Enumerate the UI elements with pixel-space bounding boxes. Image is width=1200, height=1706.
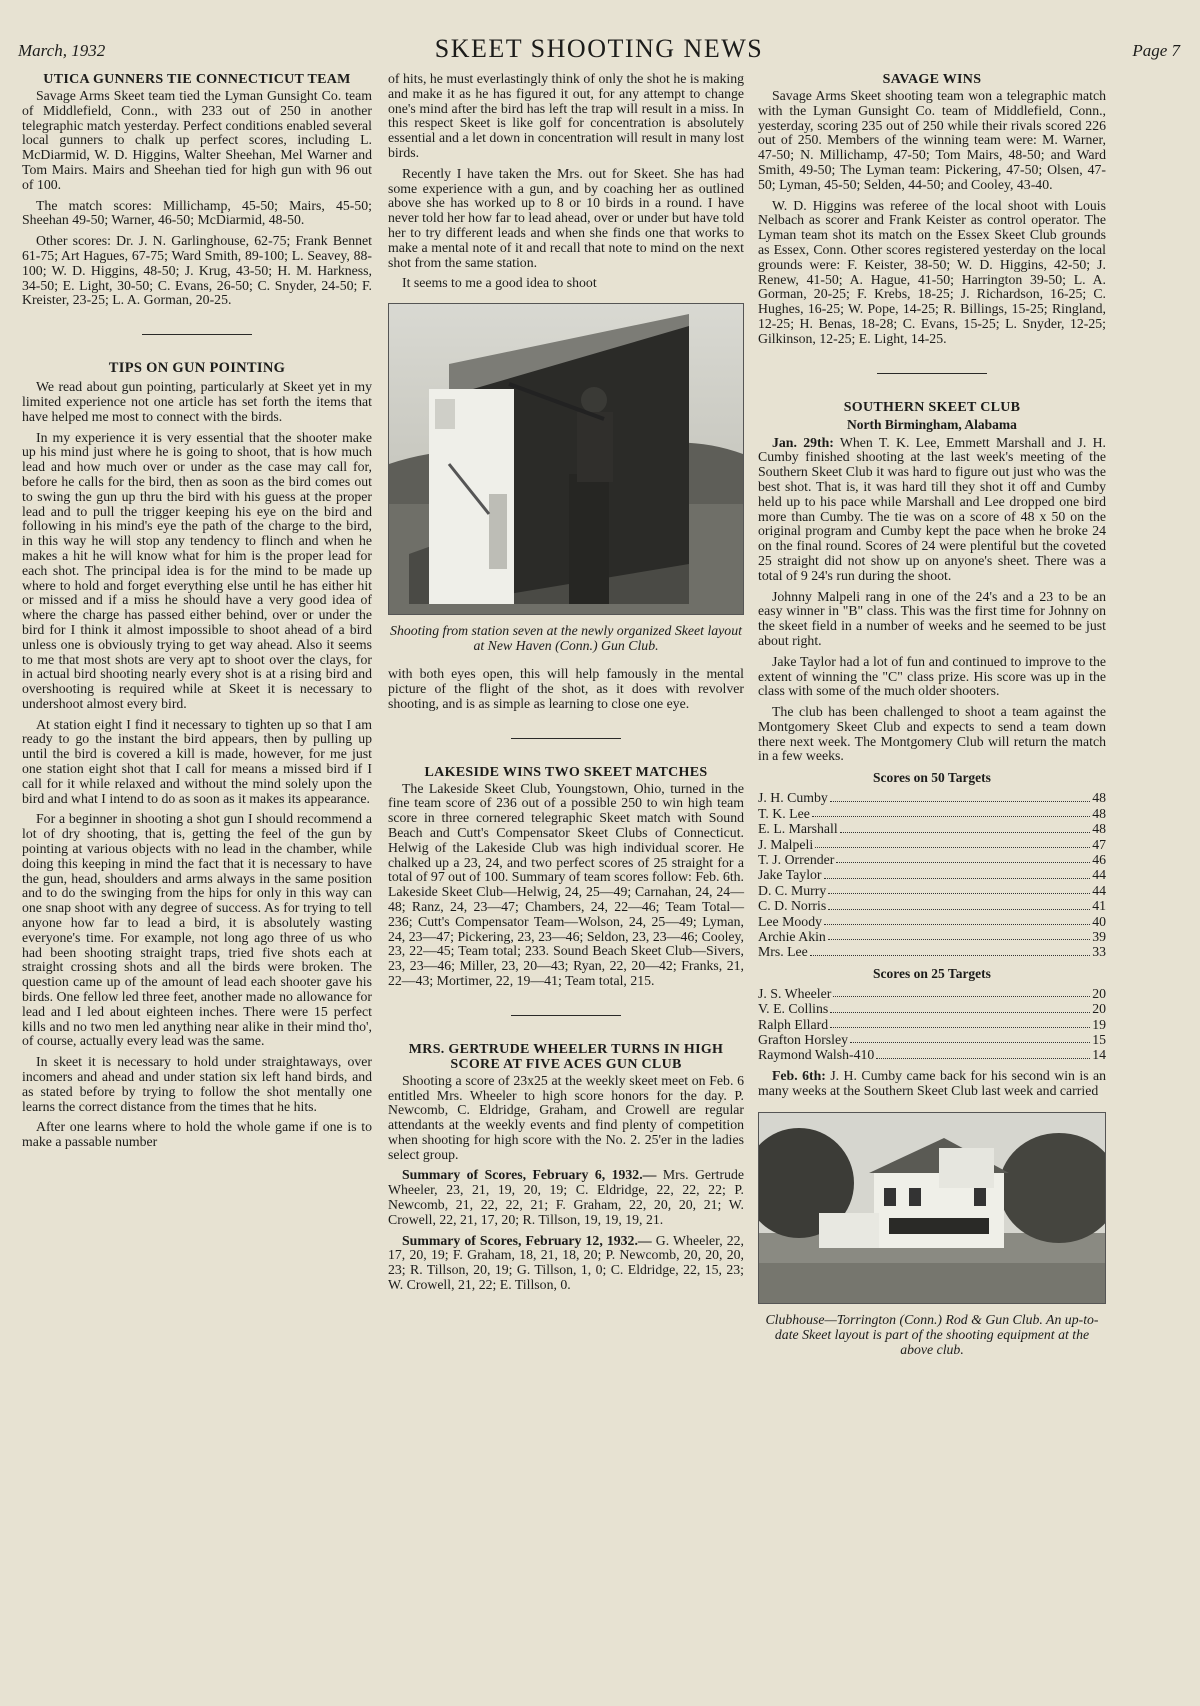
shooter-name: Grafton Horsley	[758, 1031, 849, 1047]
page-header	[18, 34, 1180, 68]
score-row	[758, 898, 1106, 913]
shooter-name: J. H. Cumby	[758, 790, 828, 806]
article-southern	[758, 400, 1106, 1099]
column-2	[388, 72, 744, 1299]
score-row	[758, 914, 1106, 929]
shooter-name: J. Malpeli	[758, 836, 814, 852]
shooter-name: Jake Taylor	[758, 867, 822, 883]
score-row	[758, 1047, 1106, 1062]
article-title: MRS. GERTRUDE WHEELER TURNS IN HIGH SCORE AT FIVE ACES GUN CLUB	[408, 1041, 724, 1072]
shooter-name: Mrs. Lee	[758, 944, 808, 960]
shooter-name: Lee Moody	[758, 913, 822, 929]
summary-label: Summary of Scores, February 6, 1932.—	[402, 1167, 657, 1183]
date-label: Feb. 6th:	[772, 1067, 826, 1083]
dot-leader	[830, 1017, 1090, 1028]
shooter-score: 41	[1092, 898, 1106, 914]
paragraph: In my experience it is very essential that the shooter make up his mind just where he is going to shoot, that is how much lead and how much over or under as the case may call for, before he calls for the bird, then as soon as the bird comes out to swing the gun up thru the bird with his guess at the proper lead and to pull the trigger keeping his eye on the bird and following in his mind's eye the path of the charge to the bird, in this way he will stop any tendency to flinch and when he makes a hit he will know what for him is the proper lead for each shot. The principal idea is for the mind to be made up where to hold and forget everything else until he has either hit or missed and if a miss he should have a very good idea of where the charge has passed either behind, over or under the bird for I think it almost impossible to shoot ahead of a bird unless one is obviously trying to get way ahead. Also it seems to me that most shots are very apt to shoot over the clays, for in actual bird shooting nearly every shot is at a rising bird and overshooting is required while at Skeet it is necessary to undershoot almost every bird.	[22, 429, 372, 711]
paragraph: Savage Arms Skeet shooting team won a telegraphic match with the Lyman Gunsight Co. team of Middlefield, Conn., yesterday, scoring 235 out of 250 while their rivals scored 226 out of 250. Members of the winning team were: M. Warner, 47-50; N. Millichamp, 47-50; Tom Mairs, 48-50; and Ward Smith, 49-50; The Lyman team: Pickering, 47-50; Olsen, 47-50; Lyman, 45-50; Selden, 44-50; and Cooley, 43-40.	[758, 88, 1106, 192]
score-row	[758, 790, 1106, 805]
dot-leader	[815, 837, 1090, 848]
shooter-score: 44	[1092, 867, 1106, 883]
dot-leader	[812, 806, 1090, 817]
paragraph: Recently I have taken the Mrs. out for Skeet. She has had some experience with a gun, and by coaching her as outlined above she has worked up to 8 or 10 birds in a round. I have never told her how far to lead ahead, over or under but have told her to try different leads and when she finds one that works to make a mental note of it and recall that note to mind on the next shot from the same station.	[388, 165, 744, 270]
shooter-score: 46	[1092, 851, 1106, 867]
shooter-score: 44	[1092, 882, 1106, 898]
dot-leader	[833, 986, 1090, 997]
scores-25-table	[758, 986, 1106, 1063]
shooter-name: T. J. Orrender	[758, 851, 835, 867]
score-row	[758, 986, 1106, 1001]
divider	[511, 738, 621, 739]
clubhouse-illustration	[759, 1113, 1105, 1303]
paragraph: In skeet it is necessary to hold under straightaways, over incomers and ahead and under station six left hand birds, and as stated before by trying to follow the shot mentally one learns the correct distance from the times that he hits.	[22, 1054, 372, 1114]
article-lakeside	[388, 765, 744, 989]
shooter-score: 48	[1092, 805, 1106, 821]
paragraph: with both eyes open, this will help famously in the mental picture of the flight of the shot, as it does with revolver shooting, and is as simple as learning to close one eye.	[388, 666, 744, 711]
divider	[142, 334, 252, 335]
paragraph: Jake Taylor had a lot of fun and continued to improve to the extent of winning the "C" class prize. His score was up in the class with some of the much older shooters.	[758, 653, 1106, 699]
paragraph: The Lakeside Skeet Club, Youngstown, Ohio, turned in the fine team score of 236 out of a possible 250 to win high team score in three cornered telegraphic Skeet match with Sound Beach and Cutt's Compensator Skeet Clubs of Connecticut. Helwig of the Lakeside Club was high individual scorer. He chalked up a 23, 24, and two perfect scores of 25 straight for a total of 97 out of 100. Summary of team scores follow: Feb. 6th. Lakeside Skeet Club—Helwig, 24, 25—49; Carnahan, 24, 24—48; Ranz, 24, 23—47; Chambers, 24, 22—46; Team Total—236; Cutt's Compensator Team—Wolson, 24, 25—49; Lyman, 24, 23—47; Pickering, 23, 23—46; Seldon, 23, 23—46; Cooley, 23, 22—45; Team total; 233. Sound Beach Skeet Club—Sivers, 23, 23—46; Miller, 23, 20—43; Ryan, 22, 20—42; Franks, 21, 22—43; Mortimer, 22, 19—41; Team total, 215.	[388, 780, 744, 988]
score-row	[758, 852, 1106, 867]
shooter-name: Ralph Ellard	[758, 1016, 829, 1032]
photo-clubhouse	[758, 1112, 1106, 1304]
paragraph: The club has been challenged to shoot a team against the Montgomery Skeet Club and expects to send a team down there next week. The Montgomery Club will return the match in a few weeks.	[758, 704, 1106, 764]
dot-leader	[824, 867, 1091, 878]
date-label: Jan. 29th:	[772, 434, 834, 450]
dot-leader	[828, 883, 1090, 894]
shooter-score: 20	[1092, 1001, 1106, 1017]
score-row	[758, 929, 1106, 944]
article-title: SAVAGE WINS	[882, 72, 982, 87]
shooter-score: 33	[1092, 944, 1106, 960]
issue-date: March, 1932	[18, 41, 106, 60]
score-row	[758, 806, 1106, 821]
article-tips	[22, 361, 372, 1150]
article-title: LAKESIDE WINS TWO SKEET MATCHES	[424, 764, 708, 780]
photo-caption: Shooting from station seven at the newly organized Skeet layout at New Haven (Conn.) Gun Club.	[390, 623, 742, 654]
divider	[877, 373, 987, 374]
article-savage	[758, 72, 1106, 347]
article-title: SOUTHERN SKEET CLUB	[843, 399, 1021, 415]
score-summary	[388, 1234, 744, 1293]
paragraph-text: When T. K. Lee, Emmett Marshall and J. H. Cumby finished shooting at the last week's meeting of the Southern Skeet Club it was hard to figure out just who was the best shot. That is, it was hard till they shot it off and Cumby held up to his pace while Marshall and Lee dropped one bird more than Cumby. The tie was on a score of 48 x 50 on the original program and Cumby kept the pace when he broke 24 on the final round. Scores of 24 were plentiful but the coveted 25 straight did not show up on anyone's sheet. There was a total of 9 24's run during the shoot.	[758, 434, 1107, 583]
paragraph-text: J. H. Cumby came back for his second win is an many weeks at the Southern Skeet Club last week and carried	[758, 1067, 1107, 1098]
paragraph: It seems to me a good idea to shoot	[402, 275, 597, 291]
divider	[511, 1015, 621, 1016]
dot-leader	[836, 852, 1090, 863]
shooter-score: 47	[1092, 836, 1106, 852]
shooter-score: 40	[1092, 913, 1106, 929]
shooter-name: T. K. Lee	[758, 805, 810, 821]
article-subtitle: North Birmingham, Alabama	[847, 416, 1017, 432]
shooter-name: J. S. Wheeler	[758, 985, 832, 1001]
column-1	[22, 72, 372, 1156]
dot-leader	[840, 821, 1091, 832]
paragraph: Shooting a score of 23x25 at the weekly skeet meet on Feb. 6 entitled Mrs. Wheeler to high score honors for the day. P. Newcomb, C. Eldridge, Graham, and Crowell are regular attendants at the weekly events and find plenty of competition when shooting for high score with the No. 2. 25'er in the ladies select group.	[388, 1072, 744, 1162]
paragraph	[758, 1069, 1106, 1099]
photo-skeet-shooter	[388, 303, 744, 615]
score-summary	[388, 1168, 744, 1227]
shooter-name: C. D. Norris	[758, 898, 827, 914]
score-row	[758, 944, 1106, 959]
paragraph: After one learns where to hold the whole game if one is to make a passable number	[22, 1119, 372, 1150]
shooter-station-illustration	[389, 304, 743, 614]
publication-title: SKEET SHOOTING NEWS	[434, 34, 764, 63]
shooter-name: Raymond Walsh-410	[758, 1047, 875, 1063]
shooter-score: 19	[1092, 1016, 1106, 1032]
score-row	[758, 837, 1106, 852]
dot-leader	[830, 1001, 1090, 1012]
photo-caption: Clubhouse—Torrington (Conn.) Rod & Gun Club. An up-to-date Skeet layout is part of the shooting equipment at the above club.	[765, 1312, 1099, 1358]
score-row	[758, 867, 1106, 882]
shooter-score: 48	[1092, 821, 1106, 837]
dot-leader	[824, 914, 1090, 925]
paragraph: Other scores: Dr. J. N. Garlinghouse, 62-75; Frank Bennet 61-75; Art Hagues, 67-75; Ward Smith, 89-100; L. Seavey, 88-100; W. D. Higgins, 48-50; J. Krug, 43-50; H. M. Harkness, 34-50; E. Light, 30-50; C. Evans, 26-50; C. Snyder, 24-50; F. Kreister, 23-25; L. A. Gorman, 20-25.	[22, 233, 372, 308]
article-title: TIPS ON GUN POINTING	[108, 360, 286, 377]
dot-leader	[876, 1047, 1090, 1058]
dot-leader	[830, 790, 1090, 801]
scores-heading: Scores on 25 Targets	[873, 965, 991, 981]
dot-leader	[828, 898, 1090, 909]
paragraph: W. D. Higgins was referee of the local shoot with Louis Nelbach as scorer and Frank Keister as control operator. The Lyman team shot its match on the Essex Skeet Club grounds as Essex, Conn. Other scores registered yesterday on the local grounds were: F. Keister, 38-50; W. D. Higgins, 42-50; J. Renew, 41-50; A. Hague, 41-50; Harrington 39-50; L. A. Gorman, 20-25; F. Krebs, 18-25; J. Richardson, 16-25; C. Hughes, 16-25; W. Pope, 14-25; R. Billings, 15-25; Ringland, 12-25; H. Benas, 18-28; C. Evans, 15-25; L. Snyder, 12-25; Gilkinson, 12-25; E. Light, 14-25.	[758, 197, 1106, 346]
dot-leader	[850, 1032, 1090, 1043]
score-row	[758, 1032, 1106, 1047]
shooter-name: V. E. Collins	[758, 1001, 829, 1017]
shooter-score: 39	[1092, 928, 1106, 944]
summary-text: G. Wheeler, 22, 17, 20, 19; F. Graham, 18, 21, 18, 20; P. Newcomb, 20, 20, 20, 23; R. Tillson, 20, 19; G. Tillson, 1, 0; C. Eldridge, 22, 15, 23; W. Crowell, 21, 22; E. Tillson, 0.	[388, 1232, 744, 1293]
shooter-name: D. C. Murry	[758, 882, 827, 898]
paragraph: At station eight I find it necessary to tighten up so that I am ready to go the instant the bird appears, then by pulling up until the bird is covered a kill is made, however, for me just one station eight shot that I call for means a missed bird if I call for it while relaxed and without the mind solely upon the bird and what I intend to do as soon as it makes its appearance.	[22, 716, 372, 806]
dot-leader	[810, 944, 1090, 955]
article-wheeler	[388, 1042, 744, 1293]
shooter-score: 48	[1092, 790, 1106, 806]
article-title: UTICA GUNNERS TIE CONNECTICUT TEAM	[43, 72, 351, 87]
summary-text: Mrs. Gertrude Wheeler, 23, 21, 19, 20, 19; C. Eldridge, 22, 22, 22; P. Newcomb, 21, 22, 22, 21; F. Graham, 22, 20, 20, 21; W. Crowell, 22, 21, 17, 20; R. Tillson, 19, 19, 19, 21.	[388, 1167, 744, 1227]
score-row	[758, 1001, 1106, 1016]
article-utica	[22, 72, 372, 308]
shooter-score: 15	[1092, 1031, 1106, 1047]
paragraph: of hits, he must everlastingly think of only the shot he is making and make it as he has figured it out, for any attempt to change one's mind after the bird has left the trap will result in a miss. In this respect Skeet is like golf for concentration is absolutely essential and a let down in concentration will result in many lost birds.	[388, 71, 744, 160]
paragraph: Johnny Malpeli rang in one of the 24's and a 23 to be an easy winner in "B" class. This was the first time for Johnny on the skeet field in a number of weeks and he seemed to be just about right.	[758, 588, 1106, 648]
shooter-score: 14	[1092, 1047, 1106, 1063]
score-row	[758, 821, 1106, 836]
score-row	[758, 1017, 1106, 1032]
paragraph: We read about gun pointing, particularly at Skeet yet in my limited experience not one article has set forth the items that have helped me most to connect with the birds.	[22, 379, 372, 424]
summary-label: Summary of Scores, February 12, 1932.—	[402, 1232, 652, 1248]
paragraph: For a beginner in shooting a shot gun I should recommend a lot of dry shooting, that is, getting the feel of the gun by pointing at various objects with no lead in the chamber, while doing this keeping in mind the fact that it is necessary to have the gun, head, shoulders and arms always in the same position and to do the swinging from the hips for only in this way can one snap shoot with any degree of success. As for trying to tell anyone how far to lead a bird, it is absolutely wasting everyone's time. For example, not long ago three of us who had been shooting straight traps, tried five shots each at straight crossing shots and all the birds were broken. The question came up of the amount of lead each shooter gave his birds. One fellow led three feet, another made no allowance for lead and I led about eighteen inches. There were 15 perfect kills and no two men led anything near alike in their mind tho', of course, actually every lead was the same.	[22, 811, 372, 1049]
shooter-score: 20	[1092, 985, 1106, 1001]
paragraph	[758, 436, 1106, 584]
paragraph: The match scores: Millichamp, 45-50; Mairs, 45-50; Sheehan 49-50; Warner, 46-50; McDiarmid, 48-50.	[22, 197, 372, 228]
shooter-name: Archie Akin	[758, 928, 826, 944]
score-row	[758, 883, 1106, 898]
scores-50-table	[758, 790, 1106, 959]
column-3	[758, 72, 1106, 1371]
scores-heading: Scores on 50 Targets	[873, 770, 991, 786]
shooter-name: E. L. Marshall	[758, 821, 838, 837]
dot-leader	[828, 929, 1090, 940]
page-number: Page 7	[1132, 41, 1180, 60]
paragraph: Savage Arms Skeet team tied the Lyman Gunsight Co. team of Middlefield, Conn., with 233 out of 250 in another telegraphic match yesterday. Perfect conditions enabled several local gunners to chalk up perfect scores, including L. McDiarmid, W. D. Higgins, Walter Sheehan, Mel Warner and Tom Mairs. Mairs and Sheehan tied for high gun with 96 out of 100.	[22, 88, 372, 192]
